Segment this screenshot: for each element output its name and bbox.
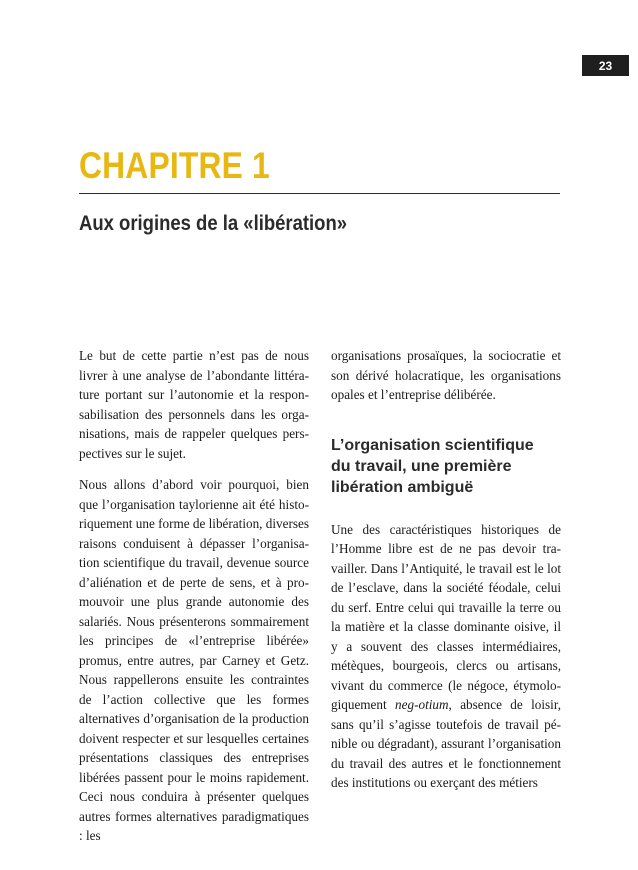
paragraph-1: Le but de cette partie n’est pas de nous livrer à une analyse de l’abondante littérature portant sur l’autonomie et la responsabilisation des personnels dans les organisations, mais de rappeler quelques perspectives sur le sujet.	[79, 348, 309, 461]
chapter-label: CHAPITRE 1	[79, 145, 270, 186]
chapter-rule	[79, 193, 560, 194]
section-heading-line: L’organisation scientifique	[331, 436, 534, 454]
text-run: Une des caractéristiques historiques de l’Homme libre est de ne pas devoir travailler. Dans l’Antiquité, le travail est le lot de l’esclave, dans la société féodale, celui du serf. Entre celui qui travaille la terre ou la matière et la classe dominante oisive, il y a souvent des classes intermédiaires, métèques, bourgeois, clercs ou artisans, vivant du commerce (le négoce, étymologiquement	[331, 521, 561, 712]
page-number: 23	[582, 55, 629, 76]
section-heading-line: du travail, une première	[331, 457, 512, 475]
chapter-title: Aux origines de la «libération»	[79, 212, 348, 235]
text-run: , absence de loisir, sans qu’il s’agisse toutefois de travail pénible ou dégradant), assurant l’organisation du travail des autres et le fonctionnement des institutions ou exerçant des métiers	[331, 697, 561, 790]
emphasis-term: neg-otium	[395, 697, 449, 712]
paragraph-2: Nous allons d’abord voir pourquoi, bien que l’organisation taylorienne ait été historiquement une forme de libération, diverses raisons conduisent à dépasser l’organisation scientifique du travail, devenue source d’aliénation et de perte de sens, et à promouvoir une plus grande autonomie des salariés. Nous présenterons sommairement les principes de «l’entreprise libérée» promus, entre autres, par Carney et Getz. Nous rappellerons ensuite les contraintes de l’action collective que les formes alternatives d’organisation de la production doivent respecter et sur lesquelles certaines présentations classiques des entreprises libérées passent pour le moins rapidement. Ceci nous conduira à présenter quelques autres formes alternatives paradigmatiques : les	[79, 477, 309, 843]
paragraph-continued: organisations prosaïques, la sociocratie et son dérivé holacratique, les organisations opales et l’entreprise délibérée.	[331, 348, 561, 402]
section-paragraph	[331, 520, 561, 793]
left-column	[79, 346, 309, 846]
section-heading	[331, 435, 561, 498]
right-column	[331, 346, 561, 793]
section-heading-line: libération ambiguë	[331, 478, 474, 496]
